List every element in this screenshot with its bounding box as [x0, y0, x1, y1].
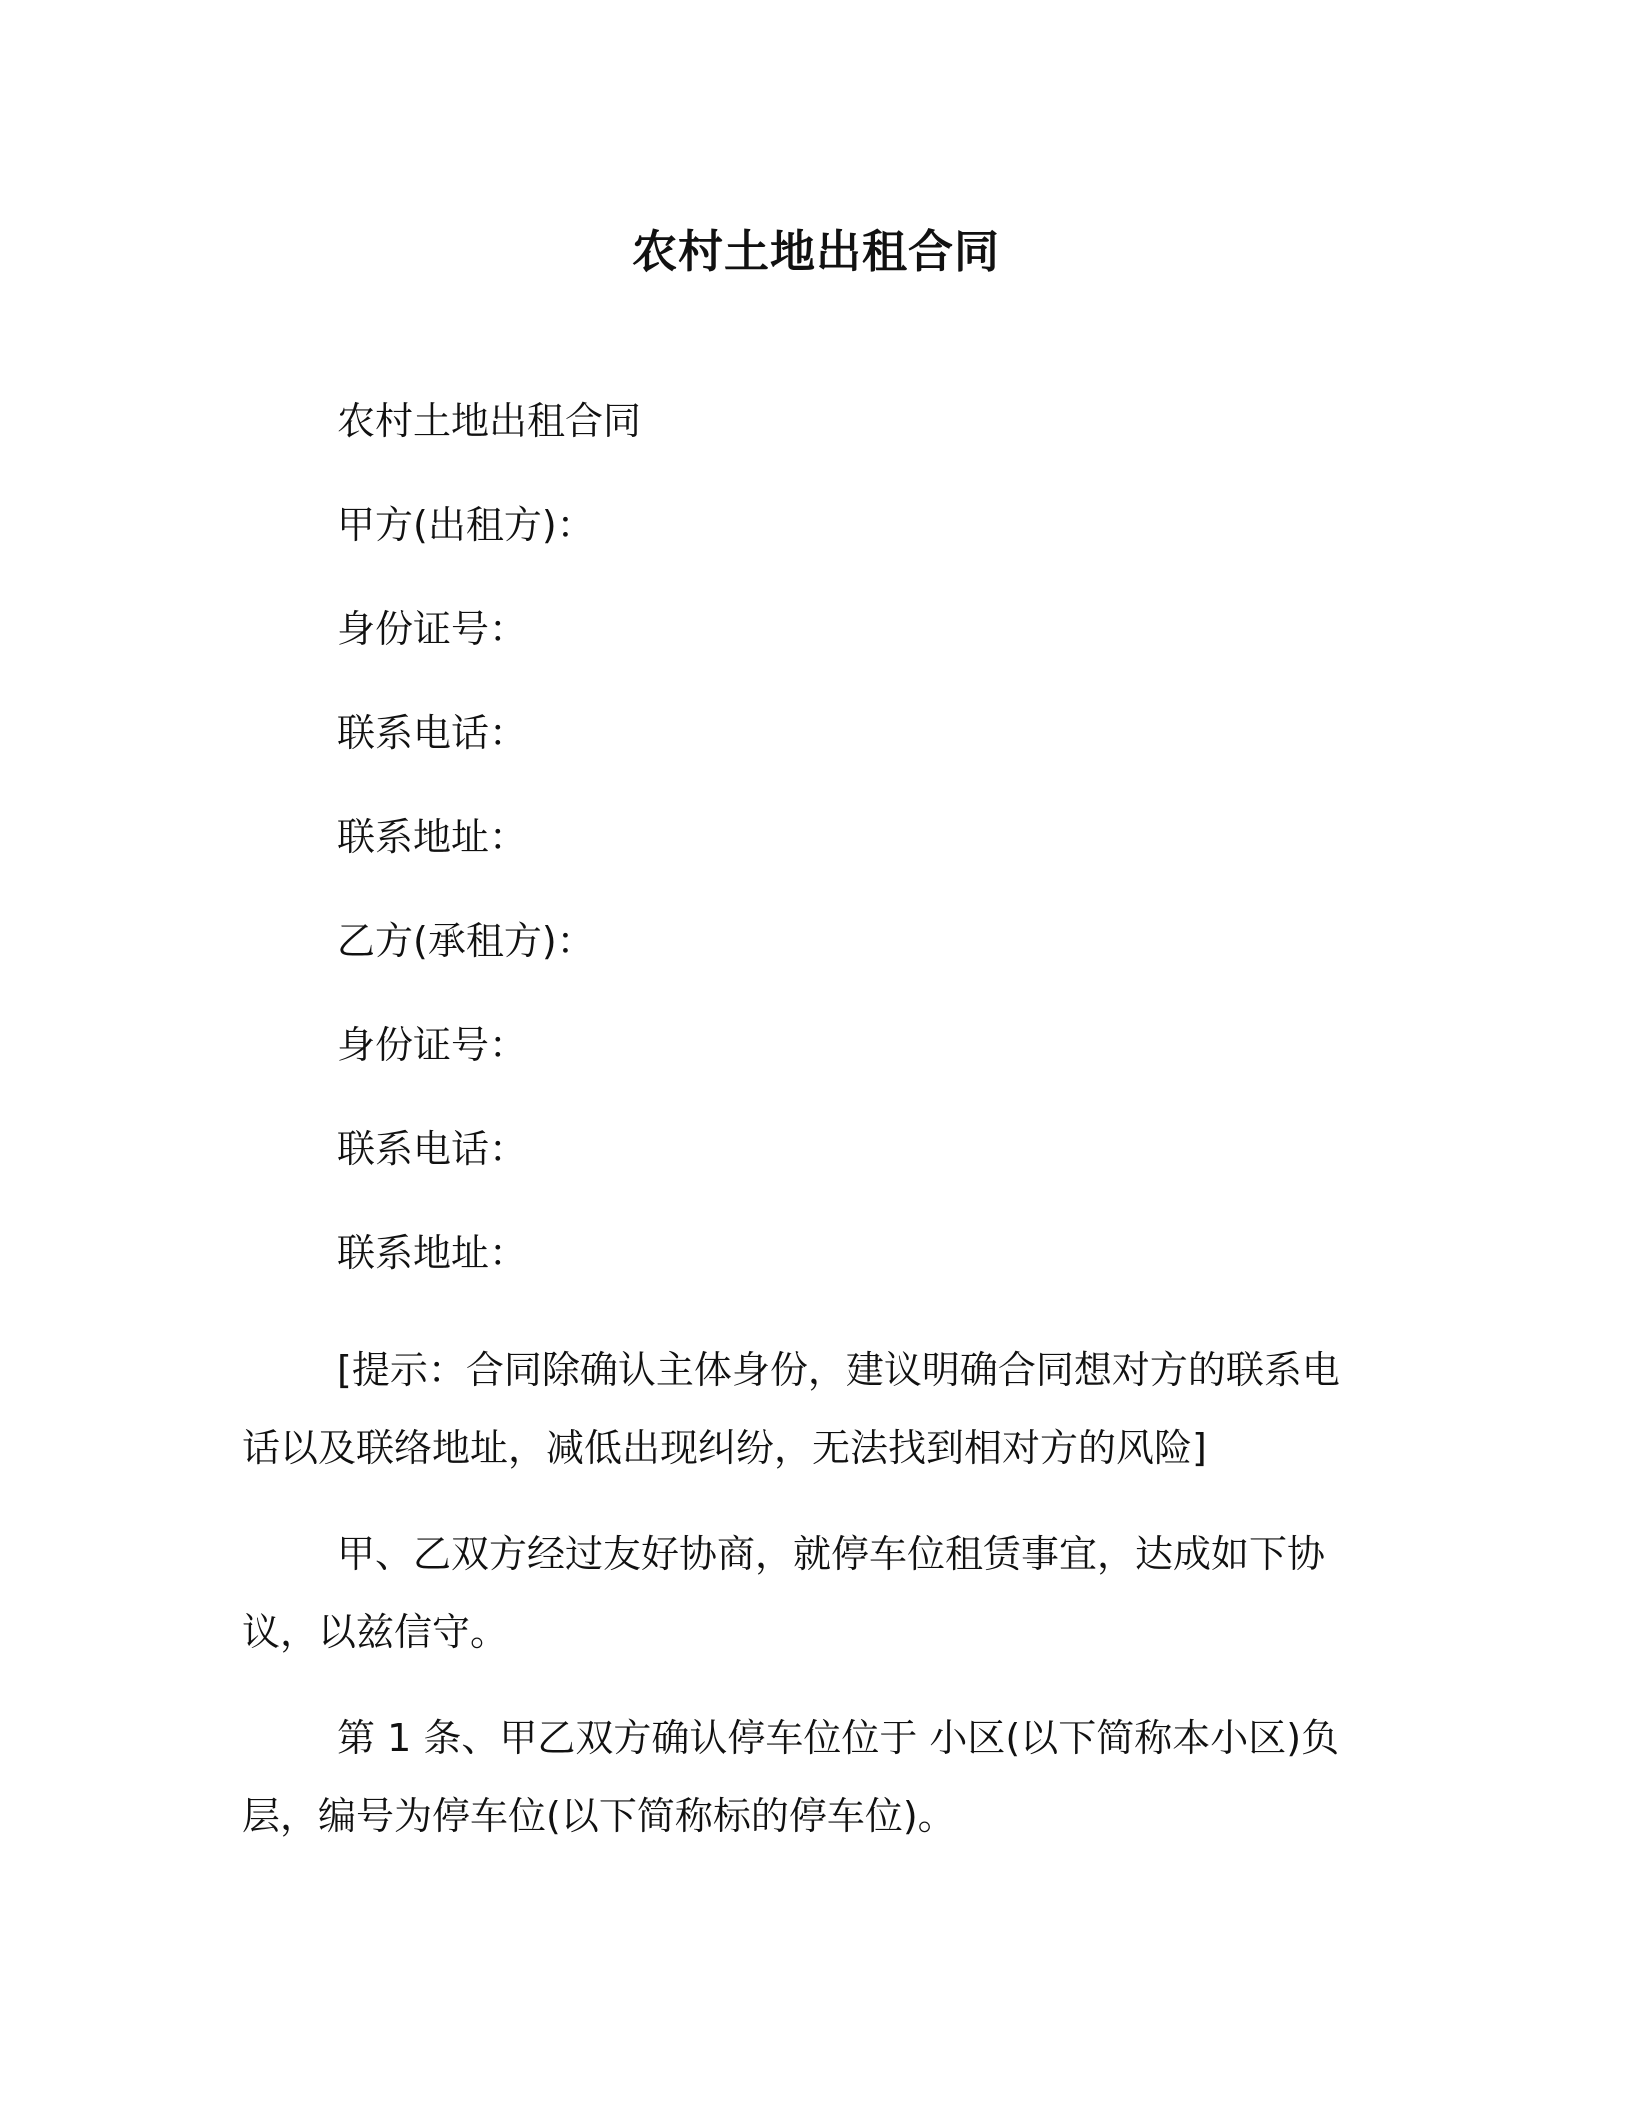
lessor-phone-label: 联系电话： — [337, 711, 528, 755]
subtitle-line: 农村土地出租合同 — [337, 399, 642, 443]
agreement-paragraph: 甲、乙双方经过友好协商，就停车位租赁事宜，达成如下协议，以兹信守。 — [242, 1532, 1326, 1654]
tip-paragraph: [提示：合同除确认主体身份，建议明确合同想对方的联系电话以及联络地址，减低出现纠纷，无法找到相对方的风险] — [242, 1348, 1340, 1470]
lessee-address-label: 联系地址： — [337, 1231, 528, 1275]
lessee-phone-label: 联系电话： — [337, 1127, 528, 1171]
lessor-id-label: 身份证号： — [337, 607, 528, 651]
lessor-label: 甲方(出租方)： — [337, 503, 595, 547]
article-1-paragraph: 第 1 条、甲乙双方确认停车位位于 小区(以下简称本小区)负 层，编号为停车位(以下简称标的停车位)。 — [242, 1716, 1340, 1838]
lessee-id-label: 身份证号： — [337, 1023, 528, 1067]
document-body — [242, 395, 1372, 1883]
lessee-label: 乙方(承租方)： — [337, 919, 595, 963]
lessor-address-label: 联系地址： — [337, 815, 528, 859]
document-title: 农村土地出租合同 — [631, 225, 1000, 278]
